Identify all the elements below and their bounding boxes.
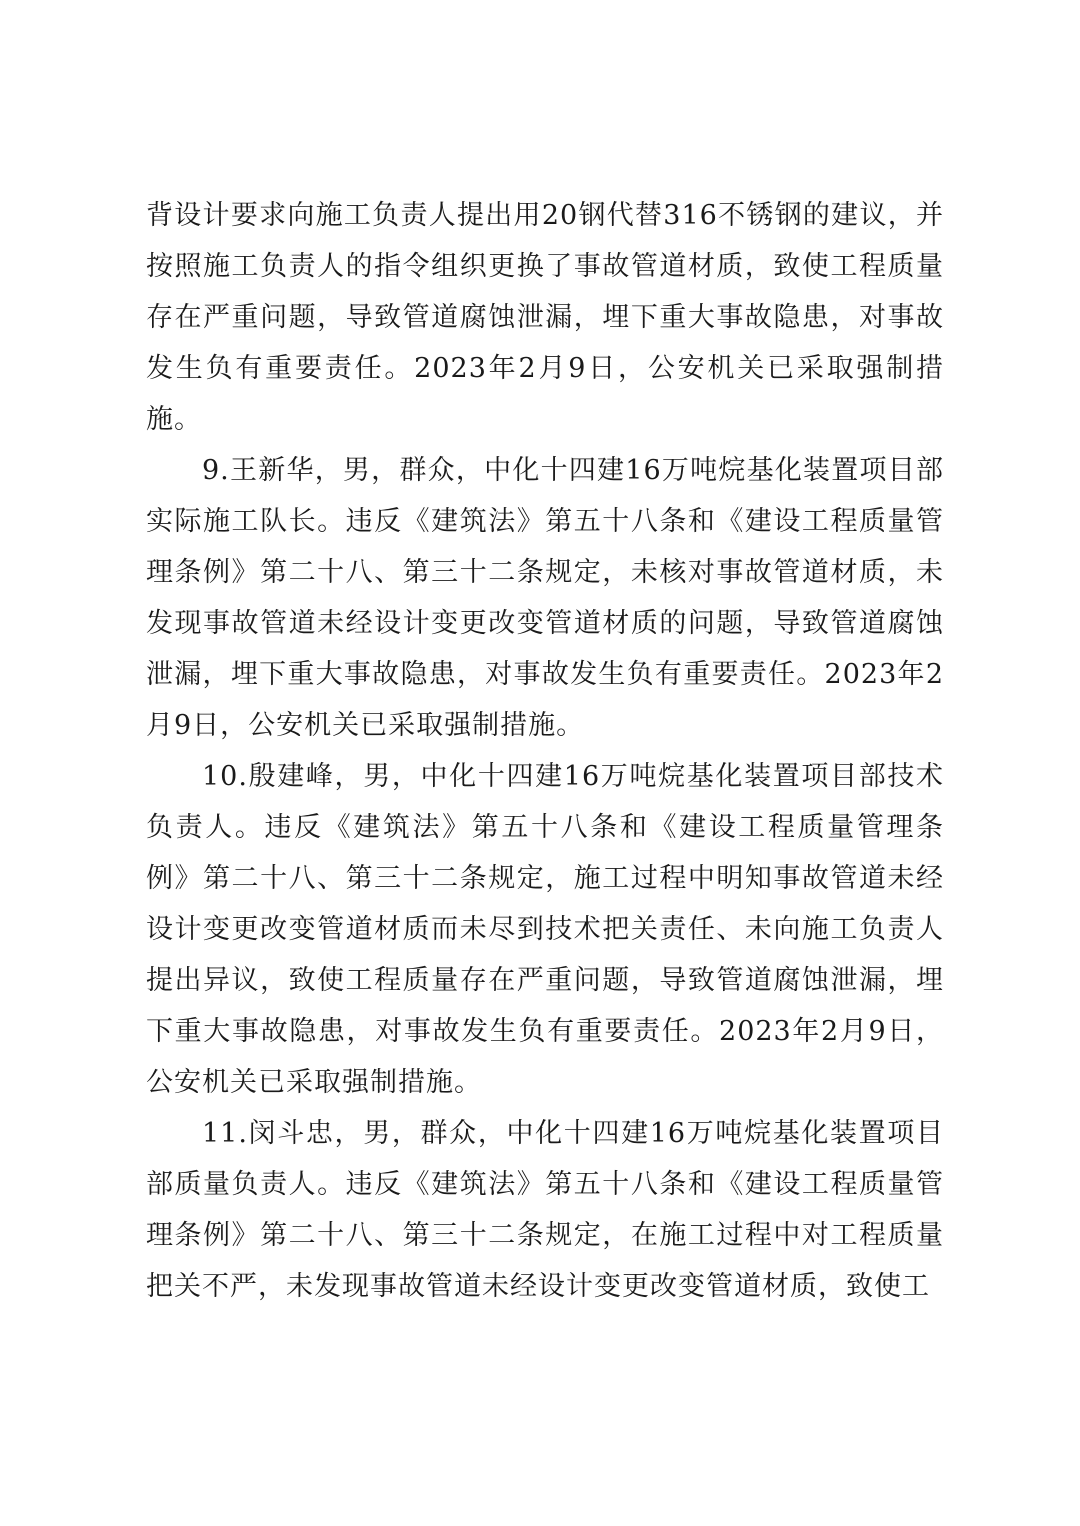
paragraph-item-10: 10.殷建峰，男，中化十四建16万吨烷基化装置项目部技术负责人。违反《建筑法》第五十八条和《建设工程质量管理条例》第二十八、第三十二条规定，施工过程中明知事故管道未经设计变更改变管道材质而未尽到技术把关责任、未向施工负责人提出异议，致使工程质量存在严重问题，导致管道腐蚀泄漏，埋下重大事故隐患，对事故发生负有重要责任。2023年2月9日，公安机关已采取强制措施。 bbox=[146, 761, 944, 1098]
paragraph-item-11: 11.闵斗忠，男，群众，中化十四建16万吨烷基化装置项目部质量负责人。违反《建筑法》第五十八条和《建设工程质量管理条例》第二十八、第三十二条规定，在施工过程中对工程质量把关不严，未发现事故管道未经设计变更改变管道材质，致使工 bbox=[146, 1118, 944, 1302]
document-body bbox=[146, 190, 944, 1312]
paragraph-item-9: 9.王新华，男，群众，中化十四建16万吨烷基化装置项目部实际施工队长。违反《建筑法》第五十八条和《建设工程质量管理条例》第二十八、第三十二条规定，未核对事故管道材质，未发现事故管道未经设计变更改变管道材质的问题，导致管道腐蚀泄漏，埋下重大事故隐患，对事故发生负有重要责任。2023年2月9日，公安机关已采取强制措施。 bbox=[146, 455, 944, 741]
paragraph-continuation: 背设计要求向施工负责人提出用20钢代替316不锈钢的建议，并按照施工负责人的指令组织更换了事故管道材质，致使工程质量存在严重问题，导致管道腐蚀泄漏，埋下重大事故隐患，对事故发生负有重要责任。2023年2月9日，公安机关已采取强制措施。 bbox=[146, 200, 944, 435]
